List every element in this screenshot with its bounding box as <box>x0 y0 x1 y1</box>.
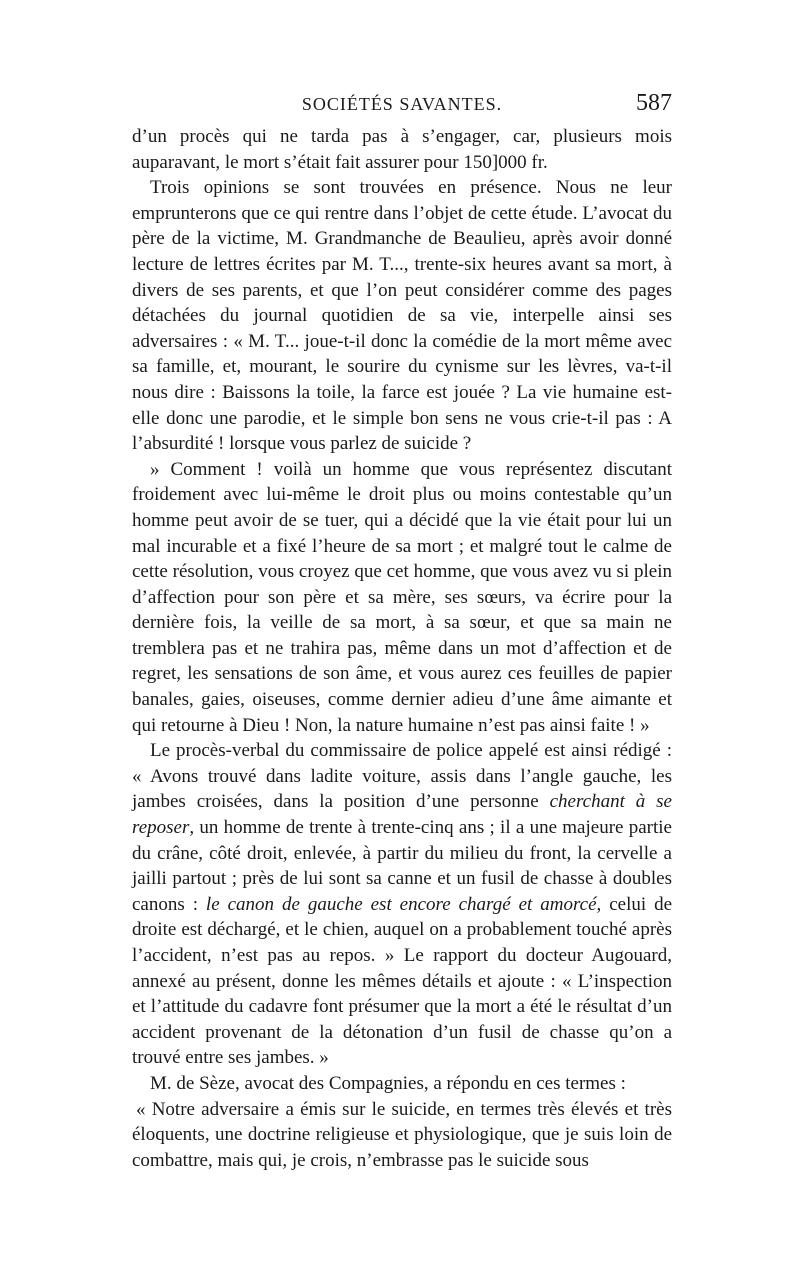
body-text <box>132 124 672 1173</box>
paragraph-4 <box>132 738 672 1071</box>
paragraph-4-part-c: , celui de droite est déchargé, et le chien, auquel on a probablement touché après l’accident, n’est pas au repos. » Le rapport du docteur Augouard, annexé au présent, donne les mêmes détails et ajoute : « L’inspection et l’attitude du cadavre font présumer que la mort a été le résultat d’un accident provenant de la détonation d’un fusil de chasse qu’on a trouvé entre ses jambes. » <box>132 893 672 1069</box>
paragraph-5: M. de Sèze, avocat des Compagnies, a répondu en ces termes : <box>150 1072 626 1094</box>
page-number: 587 <box>636 90 672 116</box>
paragraph-4-italic-2: le canon de gauche est encore chargé et amorcé <box>205 893 597 915</box>
paragraph-4-part-a: Le procès-verbal du commissaire de police appelé est ainsi rédigé : « Avons trouvé dans ladite voiture, assis dans l’angle gauche, les jambes croisées, dans la position d’une personne <box>132 740 672 813</box>
running-head <box>132 90 672 120</box>
running-title: SOCIÉTÉS SAVANTES. <box>301 94 503 114</box>
paragraph-1: d’un procès qui ne tarda pas à s’engager, car, plusieurs mois auparavant, le mort s’était fait assurer pour 150]000 fr. <box>132 126 672 173</box>
paragraph-3: » Comment ! voilà un homme que vous représentez discutant froidement avec lui-même le droit plus ou moins contestable qu’un homme peut avoir de se tuer, qui a décidé que la vie était pour lui un mal incurable et a fixé l’heure de sa mort ; et malgré tout le calme de cette résolution, vous croyez que cet homme, que vous avez vu si plein d’affection pour son père et sa mère, ses sœurs, va écrire pour la dernière fois, la veille de sa mort, à sa sœur, et que sa main ne tremblera pas et ne trahira pas, même dans un mot d’affection et de regret, les sensations de son âme, et vous aurez ces feuilles de papier banales, gaies, oiseuses, comme dernier adieu d’une âme aimante et qui retourne à Dieu ! Non, la nature humaine n’est pas ainsi faite ! » <box>132 458 672 736</box>
paragraph-2: Trois opinions se sont trouvées en présence. Nous ne leur emprunterons que ce qui rentre dans l’objet de cette étude. L’avocat du père de la victime, M. Grandmanche de Beaulieu, après avoir donné lecture de lettres écrites par M. T..., trente-six heures avant sa mort, à divers de ses parents, et que l’on peut considérer comme des pages détachées du journal quotidien de sa vie, interpelle ainsi ses adversaires : « M. T... joue-t-il donc la comédie de la mort même avec sa famille, et, mourant, le sourire du cynisme sur les lèvres, va-t-il nous dire : Baissons la toile, la farce est jouée ? La vie humaine est-elle donc une parodie, et le simple bon sens ne vous crie-t-il pas : A l’absurdité ! lorsque vous parlez de suicide ? <box>132 177 672 455</box>
paragraph-4-italic-1: cherchant à se reposer <box>132 791 672 839</box>
paragraph-4-part-b: , un homme de trente à trente-cinq ans ; il a une majeure partie du crâne, côté droit, enlevée, à partir du milieu du front, la cervelle a jailli partout ; près de lui sont sa canne et un fusil de chasse à doubles canons : <box>132 817 672 915</box>
paragraph-6: « Notre adversaire a émis sur le suicide, en termes très élevés et très éloquents, une doctrine religieuse et physiologique, que je suis loin de combattre, mais qui, je crois, n’embrasse pas le suicide sous <box>132 1098 672 1171</box>
